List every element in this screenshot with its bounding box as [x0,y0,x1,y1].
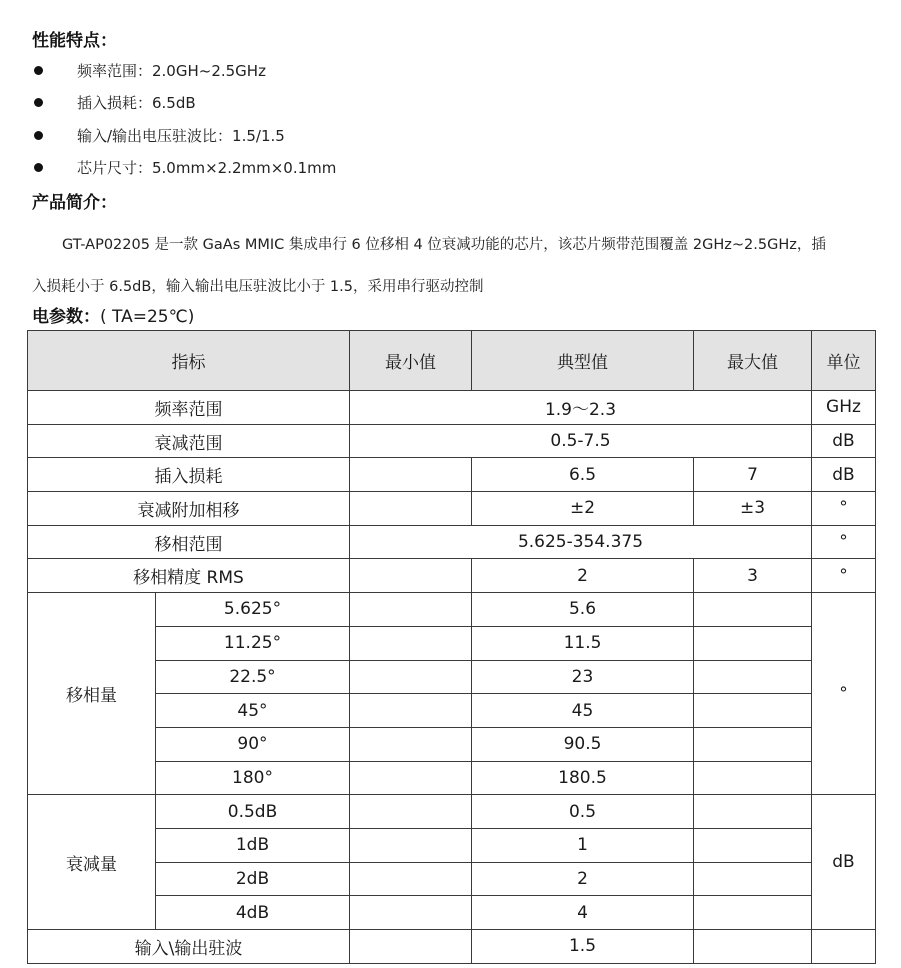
table-row [28,828,876,862]
min-value [350,896,472,930]
header-cell: 典型值 [472,331,694,391]
max-value [694,694,812,728]
unit-value: dB [812,458,876,492]
typ-value: 90.5 [472,727,694,761]
max-value: ±3 [694,492,812,526]
table-row [28,896,876,930]
sub-name: 180° [156,761,350,795]
feature-item [32,92,196,113]
sub-name: 0.5dB [156,795,350,829]
bullet-icon [34,98,43,107]
intro-line-1: GT-AP02205 是一款 GaAs MMIC 集成串行 6 位移相 4 位衰减功能的芯片，该芯片频带范围覆盖 2GHz~2.5GHz，插 [62,237,826,253]
typ-value: 6.5 [472,458,694,492]
typ-value: 0.5 [472,795,694,829]
typ-value: 0.5-7.5 [350,424,812,458]
unit-value: ° [812,492,876,526]
min-value [350,727,472,761]
table-row [28,525,876,559]
intro-heading: 产品简介： [32,193,117,213]
param-name: 衰减范围 [28,424,350,458]
min-value [350,930,472,964]
min-value [350,492,472,526]
param-name: 移相精度 RMS [28,559,350,593]
max-value [694,795,812,829]
min-value [350,795,472,829]
table-row [28,458,876,492]
min-value [350,862,472,896]
header-cell: 最大值 [694,331,812,391]
intro-line-2: 入损耗小于 6.5dB，输入输出电压驻波比小于 1.5，采用串行驱动控制 [32,279,484,295]
header-cell: 指标 [28,331,350,391]
typ-value: 2 [472,559,694,593]
table-row [28,761,876,795]
table-row [28,862,876,896]
max-value [694,727,812,761]
sub-name: 90° [156,727,350,761]
feature-item [32,60,266,81]
table-row [28,391,876,425]
group-name: 移相量 [28,593,156,795]
unit-value: ° [812,593,876,795]
typ-value: 45 [472,694,694,728]
typ-value: 4 [472,896,694,930]
sub-name: 45° [156,694,350,728]
spec-table [27,330,876,964]
sub-name: 4dB [156,896,350,930]
max-value [694,930,812,964]
typ-value: 11.5 [472,626,694,660]
typ-value: 2 [472,862,694,896]
table-row [28,694,876,728]
table-row [28,492,876,526]
param-name: 输入\输出驻波 [28,930,350,964]
bullet-icon [34,66,43,75]
feature-item [32,125,285,146]
params-condition: ( TA=25℃) [100,307,195,327]
feature-text: 输入/输出电压驻波比：1.5/1.5 [77,127,285,145]
max-value [694,862,812,896]
table-row [28,930,876,964]
group-name: 衰减量 [28,795,156,930]
param-name: 衰减附加相移 [28,492,350,526]
feature-text: 插入损耗：6.5dB [77,94,196,112]
sub-name: 2dB [156,862,350,896]
typ-value: 180.5 [472,761,694,795]
typ-value: ±2 [472,492,694,526]
typ-value: 1 [472,828,694,862]
param-name: 频率范围 [28,391,350,425]
params-title: 电参数： [32,307,100,327]
max-value [694,896,812,930]
table-row [28,727,876,761]
bullet-icon [34,131,43,140]
table-header-row [28,331,876,391]
table-row [28,795,876,829]
table-row [28,660,876,694]
max-value [694,761,812,795]
unit-value: dB [812,795,876,930]
max-value [694,660,812,694]
min-value [350,828,472,862]
min-value [350,559,472,593]
min-value [350,626,472,660]
typ-value: 5.625-354.375 [350,525,812,559]
sub-name: 22.5° [156,660,350,694]
max-value: 7 [694,458,812,492]
param-name: 移相范围 [28,525,350,559]
max-value [694,626,812,660]
max-value [694,828,812,862]
min-value [350,660,472,694]
params-heading [32,302,194,327]
header-cell: 单位 [812,331,876,391]
unit-value [812,930,876,964]
features-heading: 性能特点： [32,31,117,51]
unit-value: GHz [812,391,876,425]
typ-value: 5.6 [472,593,694,627]
table-row [28,559,876,593]
min-value [350,593,472,627]
sub-name: 1dB [156,828,350,862]
min-value [350,694,472,728]
table-row [28,593,876,627]
table-row [28,424,876,458]
min-value [350,761,472,795]
typ-value: 23 [472,660,694,694]
typ-value: 1.9～2.3 [350,391,812,425]
min-value [350,458,472,492]
feature-text: 频率范围：2.0GH~2.5GHz [77,62,266,80]
typ-value: 1.5 [472,930,694,964]
max-value [694,593,812,627]
header-cell: 最小值 [350,331,472,391]
sub-name: 11.25° [156,626,350,660]
max-value: 3 [694,559,812,593]
unit-value: ° [812,525,876,559]
bullet-icon [34,163,43,172]
param-name: 插入损耗 [28,458,350,492]
feature-item [32,157,336,178]
sub-name: 5.625° [156,593,350,627]
feature-text: 芯片尺寸：5.0mm×2.2mm×0.1mm [77,159,337,177]
unit-value: dB [812,424,876,458]
unit-value: ° [812,559,876,593]
table-row [28,626,876,660]
